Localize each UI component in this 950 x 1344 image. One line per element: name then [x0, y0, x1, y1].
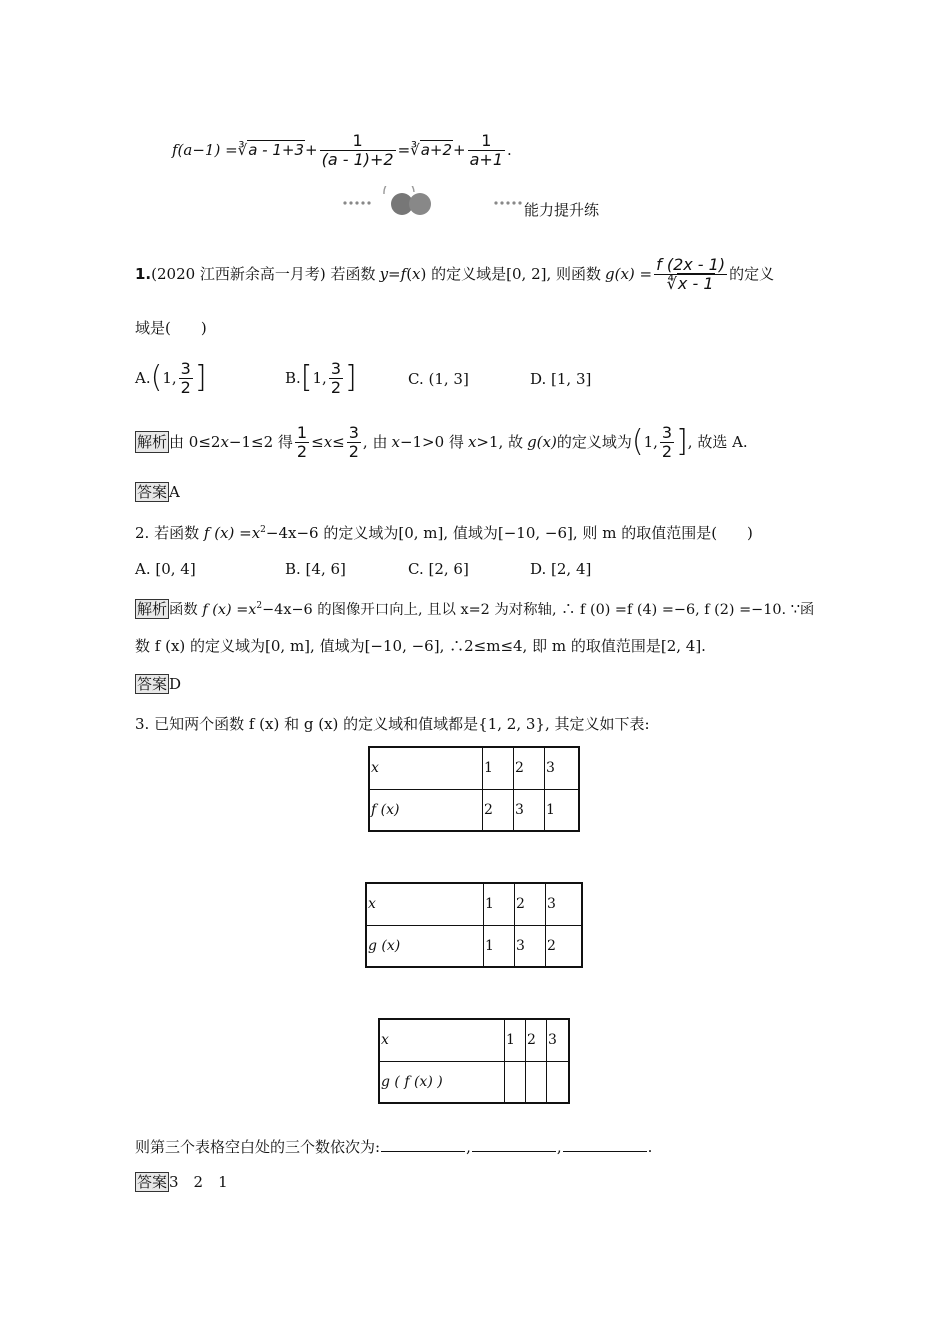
table-g: x 1 2 3 g (x) 1 3 2 — [365, 882, 583, 968]
q1-explanation: 解析 由 0≤2 x −1≤2 得 $\frac{1}{2}$ ≤ x ≤ $\frac{3}{2}$ , 由 x −1>0 得 x >1, 故 g(x) 的定义域为 ( 1, $\frac{3}{2}$ ] , 故选 A. — [137, 422, 748, 461]
answer-tag: 答案 — [137, 1173, 168, 1191]
q2-option-a[interactable]: A. [0, 4] — [135, 560, 196, 578]
answer-tag: 答案 — [137, 483, 168, 501]
q2-option-c[interactable]: C. [2, 6] — [408, 560, 469, 578]
q2-option-b[interactable]: B. [4, 6] — [285, 560, 346, 578]
explanation-tag: 解析 — [137, 599, 168, 618]
formula-lhs: f(a−1) = — [172, 141, 238, 159]
answer-tag: 答案 — [137, 675, 168, 693]
section-title: 能力提升练 — [524, 201, 600, 219]
answer-blank-3[interactable] — [563, 1136, 647, 1152]
blank-cell-3[interactable] — [547, 1061, 570, 1103]
fraction-2: $\frac{1}{a+1}$ — [469, 130, 504, 169]
q2-explanation-line1: 解析 函数 f $(x) =x^2-4x-6$ 的图像开口向上, 且以 x=2 为对称轴, ∴ f (0) =f (4) =−6, f (2) =−10. ∵函 — [137, 599, 815, 618]
q3-line1: 3. 已知两个函数 f (x) 和 g (x) 的定义域和值域都是{1, 2, 3}, 其定义如下表: — [135, 715, 650, 733]
radical-2: ∛a+2 — [410, 141, 453, 159]
q3-answer: 答案 3 2 1 — [137, 1173, 228, 1191]
top-formula: f(a−1) = ∛a - 1+3 + $\frac{1}{(a - 1)+2}$ = ∛a+2 + $\frac{1}{a+1}$ . — [172, 130, 512, 169]
q1-line2: 域是( ) — [135, 319, 207, 337]
q2-option-d[interactable]: D. [2, 4] — [530, 560, 592, 578]
section-header — [340, 186, 640, 218]
answer-blank-1[interactable] — [381, 1136, 465, 1152]
blank-cell-1[interactable] — [505, 1061, 526, 1103]
q1-option-c[interactable]: C. (1, 3] — [408, 370, 469, 388]
q2-explanation-line2: 数 f (x) 的定义域为[0, m], 值域为[−10, −6], ∴2≤m≤4, 即 m 的取值范围是[2, 4]. — [135, 637, 706, 655]
q1-line1: 1. (2020 江西新余高一月考) 若函数 y = f ( x ) 的定义域是[0, 2], 则函数 g (x) = $\frac{f (2x - 1)}{∜x - 1}$ 的定义 — [135, 254, 775, 293]
q2-line1: 2. 若函数 f $(x) =x^2-4x-6$ 的定义域为[0, m], 值域为[−10, −6], 则 m 的取值范围是( ) — [135, 524, 753, 542]
blank-cell-2[interactable] — [526, 1061, 547, 1103]
explanation-tag: 解析 — [137, 433, 168, 451]
q1-number: 1. — [135, 265, 152, 283]
q2-answer: 答案 D — [137, 675, 182, 693]
q1-option-a[interactable]: A. ( 1, $\frac{3}{2}$ ] — [135, 358, 207, 397]
radical-1: ∛a - 1+3 — [237, 141, 305, 159]
table-gf: x 1 2 3 g ( f (x) ) — [378, 1018, 570, 1104]
q1-function-fraction: $\frac{f (2x - 1)}{∜x - 1}$ — [656, 254, 726, 293]
q1-option-b[interactable]: B. [ 1, $\frac{3}{2}$ ] — [285, 358, 357, 397]
q1-answer: 答案 A — [137, 483, 180, 501]
q1-option-d[interactable]: D. [1, 3] — [530, 370, 592, 388]
fraction-1: $\frac{1}{(a - 1)+2}$ — [321, 130, 394, 169]
q3-fill-line: 则第三个表格空白处的三个数依次为: , , . — [135, 1138, 653, 1156]
answer-blank-2[interactable] — [472, 1136, 556, 1152]
table-f: x 1 2 3 f (x) 2 3 1 — [368, 746, 580, 832]
